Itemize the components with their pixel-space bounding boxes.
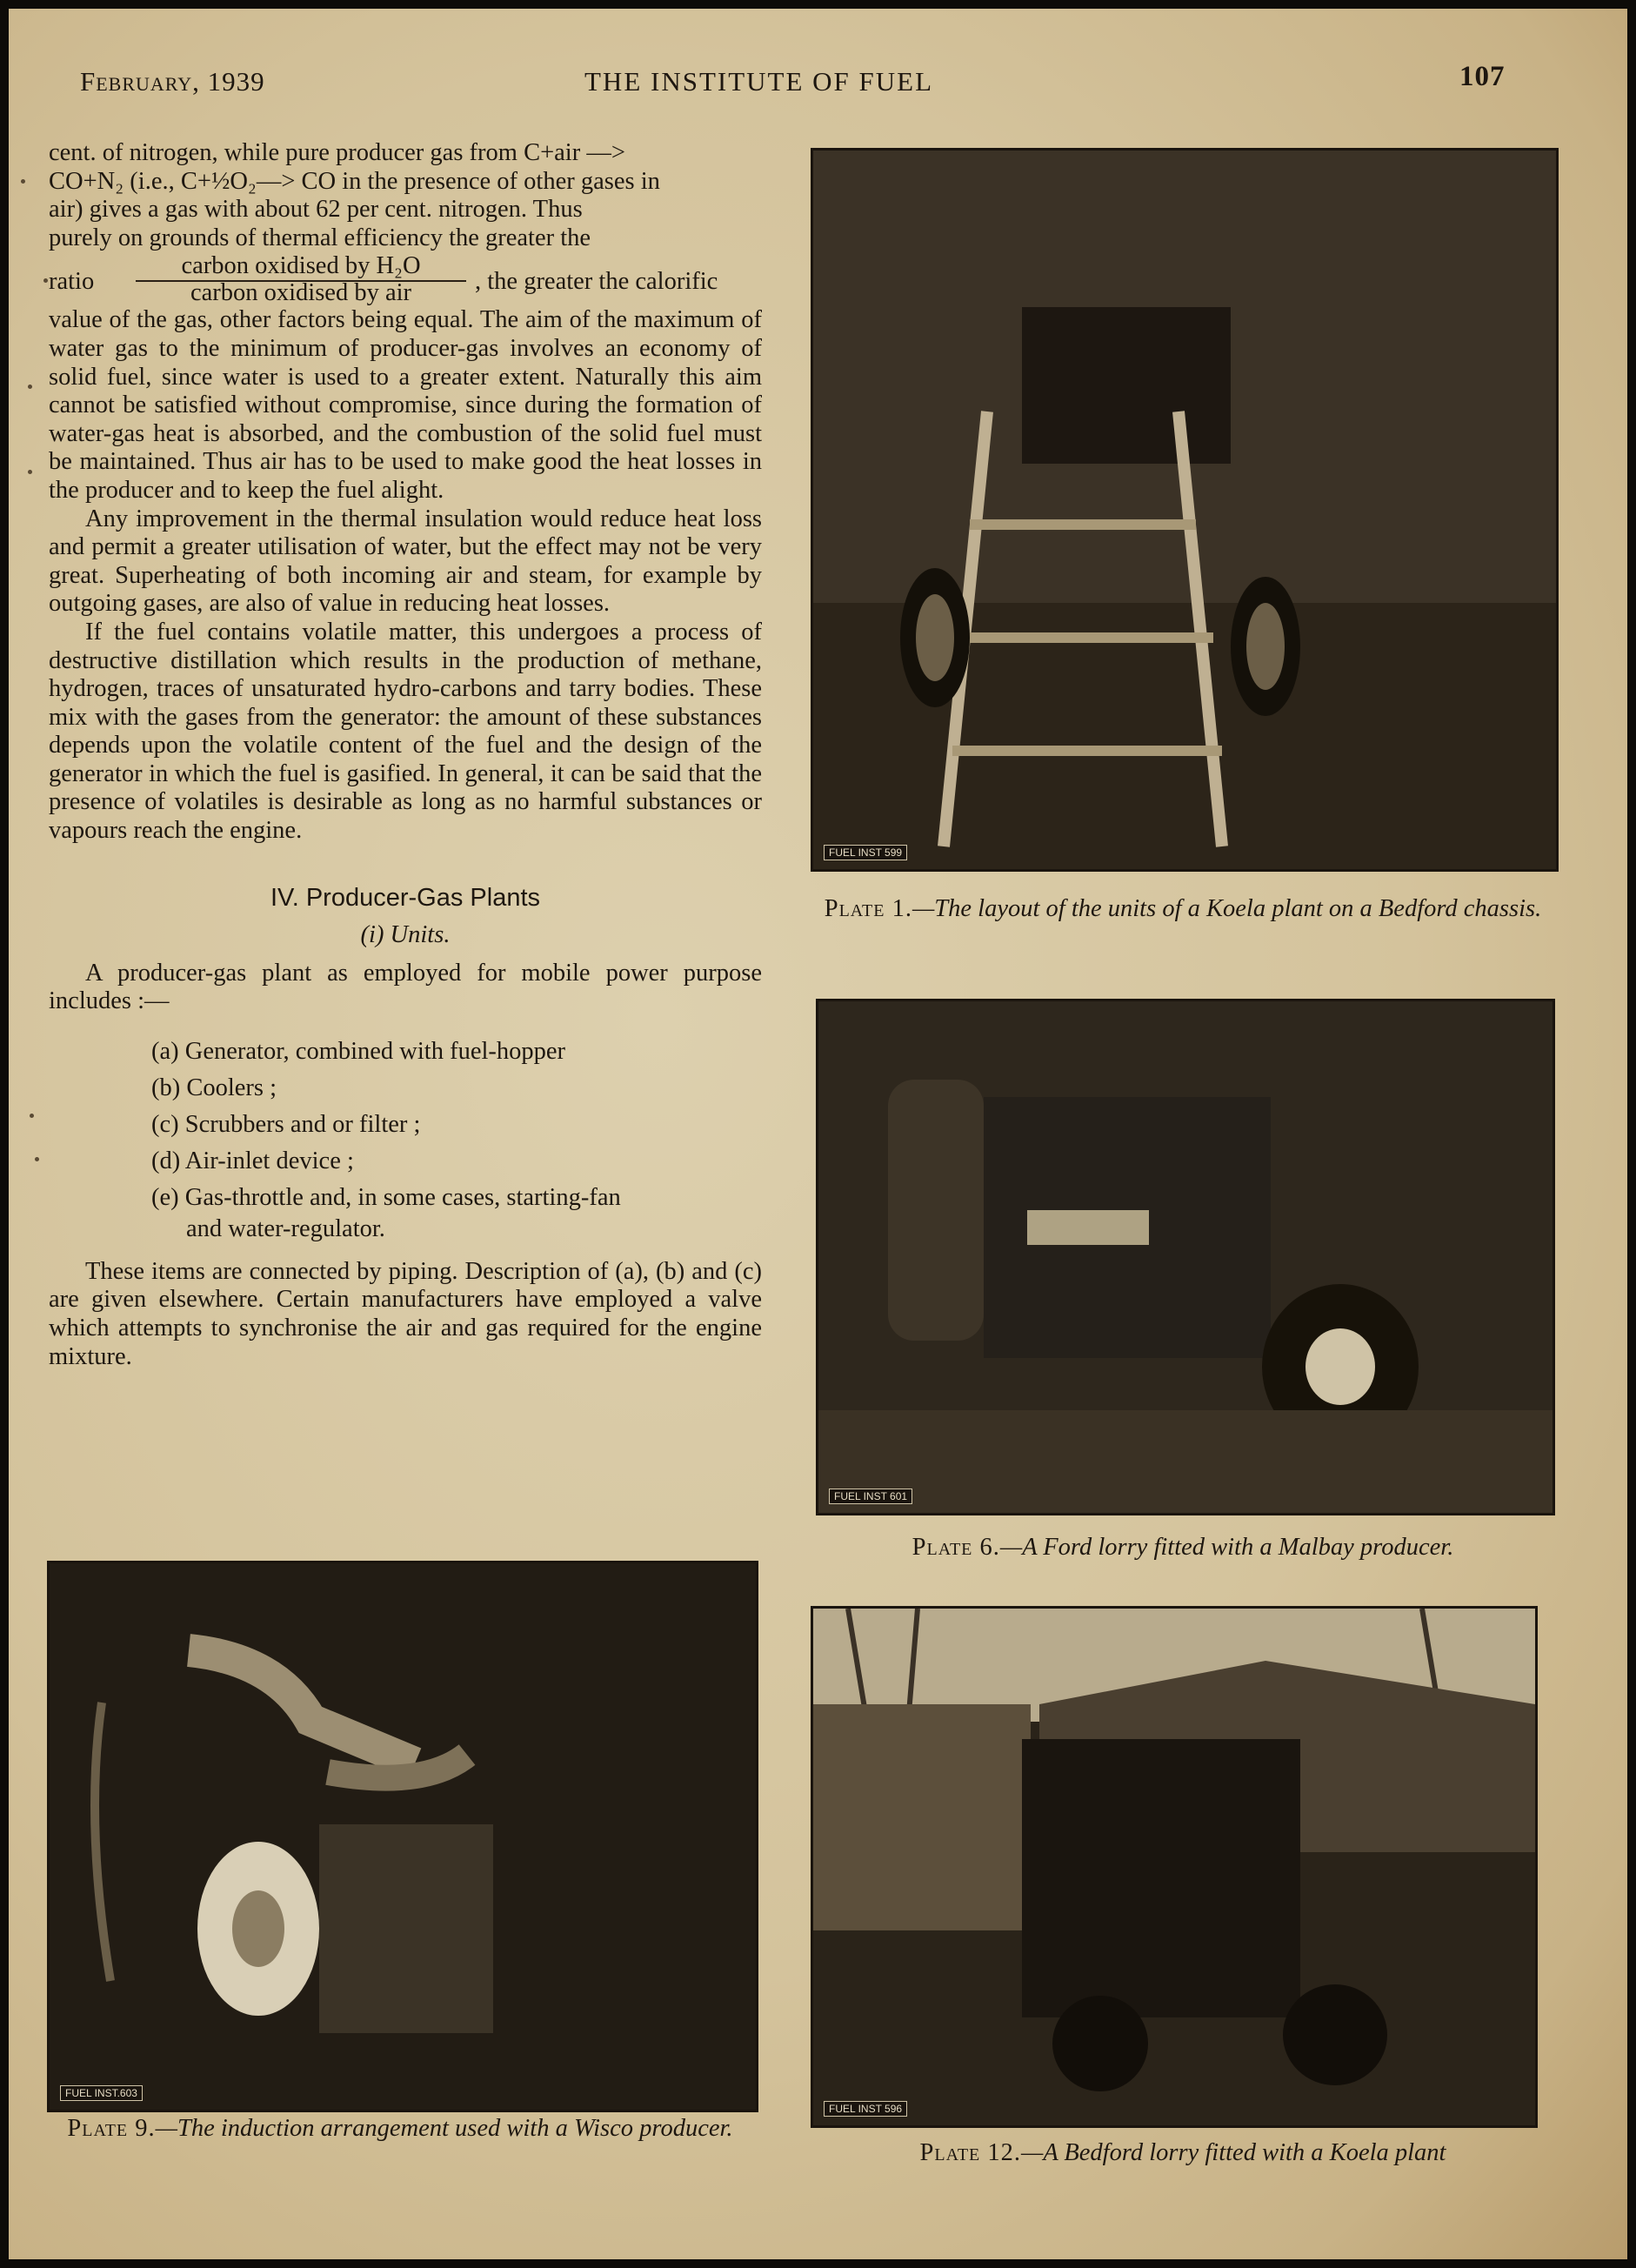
margin-speck — [28, 470, 32, 474]
plate-6-caption — [800, 1533, 1566, 1562]
plate-6-photo — [816, 999, 1555, 1515]
list-item: (e) Gas-throttle and, in some cases, starting-fan — [151, 1183, 621, 1211]
plate-12-photo — [811, 1606, 1538, 2128]
list-item: (a) Generator, combined with fuel-hopper — [151, 1037, 566, 1065]
plate-reference-tag: FUEL INST 599 — [824, 845, 907, 860]
list-item: (d) Air-inlet device ; — [151, 1147, 354, 1174]
header-journal-title: THE INSTITUTE OF FUEL — [584, 66, 934, 97]
plate-9-photo — [47, 1561, 758, 2112]
caption-text: —The layout of the units of a Koela plant on a Bedford chassis. — [911, 895, 1542, 922]
plate-reference-tag: FUEL INST.603 — [60, 2085, 143, 2101]
caption-label: Plate 12. — [919, 2139, 1022, 2166]
journal-page — [9, 9, 1627, 2259]
plate-reference-tag: FUEL INST 596 — [824, 2101, 907, 2117]
margin-speck — [30, 1114, 34, 1118]
efficiency-ratio-fraction — [49, 252, 762, 306]
margin-speck — [21, 179, 25, 184]
section-subheading: (i) Units. — [360, 920, 451, 948]
paragraph-line: air) gives a gas with about 62 per cent. nitrogen. Thus — [49, 196, 583, 224]
section-heading: IV. Producer-Gas Plants — [270, 883, 541, 912]
margin-speck — [43, 278, 48, 283]
paragraph: value of the gas, other factors being equal. The aim of the maximum of water gas to the minimum of producer-gas involves an economy of solid fuel, since water is used to a greater extent. Naturally this aim cannot be satisfied without compromise, since during the formation of water-gas heat is absorbed, and the combustion of the solid fuel must be maintained. Thus air has to be used to make good the heat losses in the producer and to keep the fuel alight. — [49, 306, 762, 504]
paragraph: Any improvement in the thermal insulation would reduce heat loss and permit a greater utilisation of water, but the effect may not be very great. Superheating of both incoming air and steam, for example by outgoing gases, are also of value in reducing heat losses. — [49, 505, 762, 618]
plate-9-caption — [35, 2114, 765, 2144]
units-list — [151, 1034, 762, 1242]
fraction-numerator: carbon oxidised by H₂O — [136, 252, 466, 282]
fraction-label: ratio — [49, 268, 95, 296]
fraction-tail-text: , the greater the calorific — [475, 268, 718, 296]
bedford-lorry-photo-illustration — [813, 1609, 1535, 2125]
caption-label: Plate 6. — [911, 1534, 1000, 1561]
caption-text: —A Ford lorry fitted with a Malbay producer. — [999, 1534, 1454, 1561]
lorry-photo-illustration — [818, 1001, 1553, 1513]
induction-photo-illustration — [50, 1563, 756, 2110]
margin-speck — [35, 1157, 39, 1161]
caption-label: Plate 9. — [67, 2115, 156, 2142]
list-item-continuation: and water-regulator. — [186, 1214, 385, 1242]
fraction-denominator: carbon oxidised by air — [190, 279, 412, 307]
paragraph: These items are connected by piping. Description of (a), (b) and (c) are given elsewhere. Certain manufacturers have employed a valve which attempts to synchronise the air and gas required for the engine mixture. — [49, 1257, 762, 1370]
margin-speck — [28, 385, 32, 389]
paragraph-line: cent. of nitrogen, while pure producer gas from C+air —> — [49, 139, 625, 166]
chassis-photo-illustration — [813, 151, 1556, 869]
paragraph: If the fuel contains volatile matter, this undergoes a process of destructive distillation which results in the production of methane, hydrogen, traces of unsaturated hydro-carbons and tarry bodies. These mix with the gases from the generator: the amount of these substances depends upon the volatile content of the fuel and the design of the generator in which the fuel is gasified. In general, it can be said that the presence of volatiles is desirable as long as no harmful substances or vapours reach the engine. — [49, 618, 762, 845]
plate-1-caption — [800, 894, 1566, 924]
caption-label: Plate 1. — [824, 895, 912, 922]
paragraph-line: CO+N₂ (i.e., C+½O₂—> CO in the presence of other gases in — [49, 167, 660, 195]
paragraph-line: purely on grounds of thermal efficiency the greater the — [49, 224, 591, 251]
list-item: (b) Coolers ; — [151, 1074, 277, 1101]
header-date: February, 1939 — [80, 66, 265, 97]
left-text-column — [49, 139, 762, 1371]
paragraph: A producer-gas plant as employed for mobile power purpose includes :— — [49, 959, 762, 1015]
plate-1-photo — [811, 148, 1559, 872]
plate-reference-tag: FUEL INST 601 — [829, 1489, 912, 1504]
caption-text: —A Bedford lorry fitted with a Koela plant — [1021, 2139, 1446, 2166]
page-number: 107 — [1459, 61, 1506, 92]
plate-12-caption — [800, 2138, 1566, 2168]
caption-text: —The induction arrangement used with a Wisco producer. — [155, 2115, 733, 2142]
list-item: (c) Scrubbers and or filter ; — [151, 1110, 421, 1138]
